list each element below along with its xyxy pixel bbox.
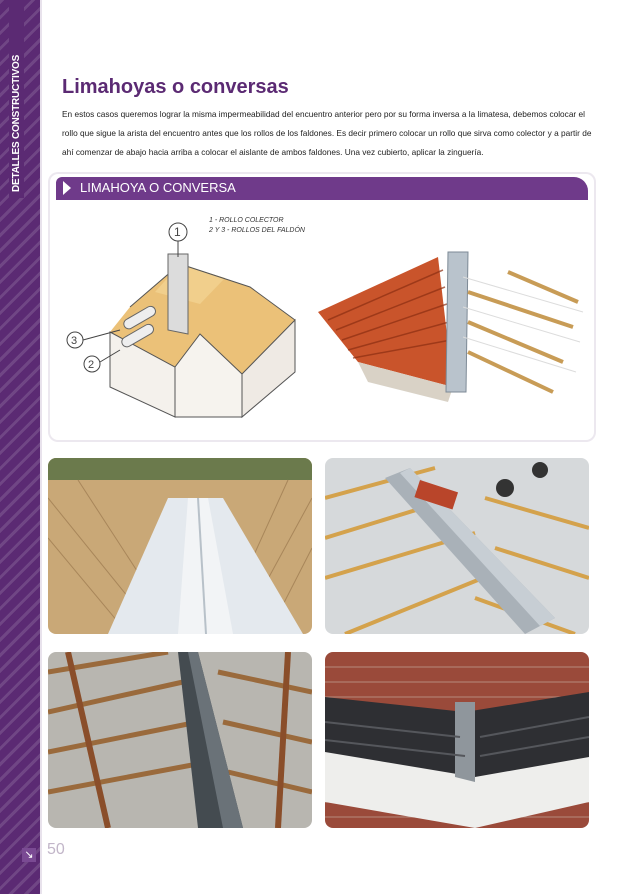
header-arrow-icon <box>63 181 71 195</box>
photo-battens-metal-valley <box>325 458 589 634</box>
section-label: DETALLES CONSTRUCTIVOS <box>9 0 24 198</box>
page-title: Limahoyas o conversas <box>62 76 289 98</box>
sketch-number-2: 2 <box>88 359 95 371</box>
valley-sketch-illustration <box>60 212 310 427</box>
header-rule <box>56 199 588 200</box>
photo-wood-deck-insulation <box>48 458 312 634</box>
sidebar-divider <box>40 0 42 894</box>
page-number: 50 <box>47 841 65 858</box>
legend-item-2: 2 Y 3 - ROLLOS DEL FALDÓN <box>209 227 305 234</box>
valley-render-illustration <box>318 232 588 422</box>
photo-foil-valley-gutter <box>48 652 312 828</box>
section-title: LIMAHOYA O CONVERSA <box>80 180 236 195</box>
arrow-down-right-icon: ↘ <box>22 848 36 862</box>
intro-paragraph: En estos casos queremos lograr la misma impermeabilidad del encuentro anterior pero por su forma inversa a la limatesa, debemos colocar el rollo que sigue la arista del encuentro antes que los rollos de los faldones. Es decir primero colocar un rollo que sirva como colector y a partir de ahí comenzar de abajo hacia arriba a colocar el aislante de ambos faldones. Una vez cubierto, aplicar la zinguería. <box>62 109 592 157</box>
legend-item-1: 1 - ROLLO COLECTOR <box>209 217 284 224</box>
sketch-number-3: 3 <box>71 335 78 347</box>
photo-finished-roof-brick <box>325 652 589 828</box>
sketch-number-1: 1 <box>174 225 181 239</box>
